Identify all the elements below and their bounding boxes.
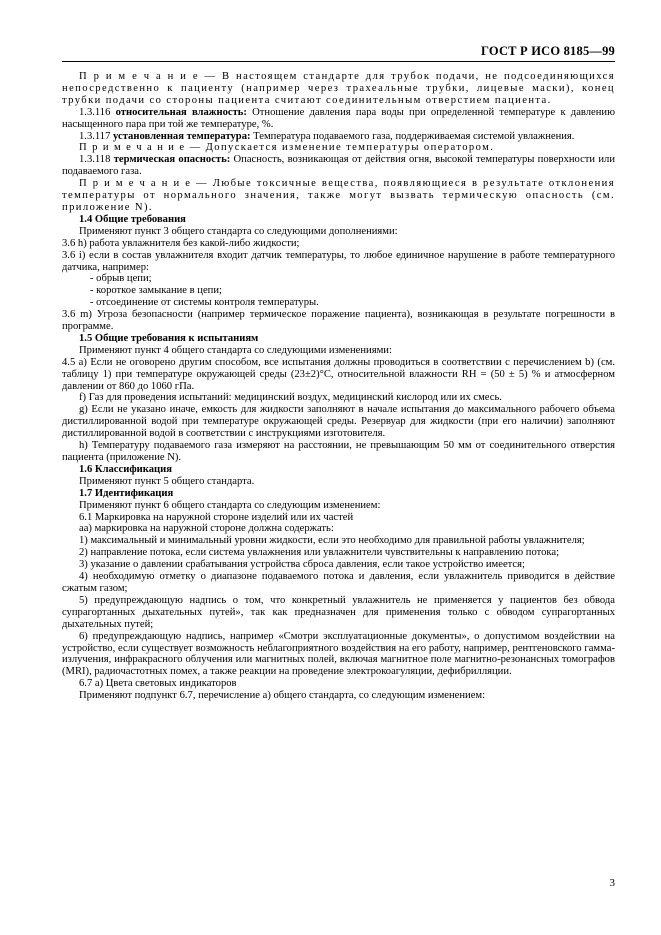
section-1-4-intro: Применяют пункт 3 общего стандарта со следующими дополнениями:	[79, 225, 398, 237]
section-heading-1-6: 1.6 Классификация	[79, 463, 172, 475]
list-item: - короткое замыкание в цепи;	[90, 285, 222, 297]
clause-6-7-a-text: Применяют подпункт 6.7, перечисление a) общего стандарта, со следующим изменением:	[79, 690, 486, 702]
section-heading-1-4: 1.4 Общие требования	[79, 213, 186, 225]
clause-6-7-a-heading: 6.7 a) Цвета световых индикаторов	[79, 678, 237, 690]
page-number: 3	[609, 877, 615, 889]
standard-id: ГОСТ Р ИСО 8185—99	[481, 44, 615, 58]
clause-term: установленная температура:	[113, 130, 251, 142]
clause-number: 1.3.117	[79, 130, 111, 142]
clause-1-3-118	[62, 154, 615, 178]
clause-4-5-a: 4.5 a) Если не оговорено другим способом, все испытания должны проводиться в соответствии с перечислением b) (см. таблицу 1) при температуре окружающей среды (23±2)°С, относительной влажности RH = (50 ± 5) % и атмосферном давлении от 860 до 1060 гПа.	[62, 356, 615, 392]
clause-4-5-h: h) Температуру подаваемого газа измеряют на расстоянии, не превышающим 50 мм от соединительного отверстия пациента (приложение N).	[62, 440, 615, 463]
clause-3-6-m: 3.6 m) Угроза безопасности (например термическое поражение пациента), возникающая в результате погрешности в программе.	[62, 309, 615, 333]
clause-number: 1.3.116	[79, 106, 111, 118]
section-1-5-intro: Применяют пункт 4 общего стандарта со следующими изменениями:	[79, 344, 392, 356]
clause-6-1-aa-3: 3) указание о давлении срабатывания устройства сброса давления, если такое устройство имеется;	[79, 559, 525, 571]
section-1-7-intro: Применяют пункт 6 общего стандарта со следующим изменением:	[79, 499, 381, 511]
clause-3-6-h: 3.6 h) работа увлажнителя без какой-либо жидкости;	[62, 237, 300, 249]
section-1-6-intro: Применяют пункт 5 общего стандарта.	[79, 475, 255, 487]
clause-term: термическая опасность:	[113, 154, 231, 166]
clause-text: Опасность, возникающая от действия огня, высокой температуры поверхности или подаваемого газа.	[62, 154, 616, 178]
clause-6-1-aa-2: 2) направление потока, если система увлажнения или увлажнители чувствительны к направлению потока;	[79, 547, 560, 559]
list-item: - отсоединение от системы контроля температуры.	[90, 297, 319, 309]
note-paragraph-3: П р и м е ч а н и е — Любые токсичные вещества, появляющиеся в результате отклонения температуры от нормального значения, также могут вызвать термическую опасность (см. приложение N).	[62, 178, 615, 213]
clause-3-6-i: 3.6 i) если в состав увлажнителя входит датчик температуры, то любое единичное нарушение в работе температурного датчика, например:	[62, 249, 615, 273]
clause-1-3-116	[62, 107, 615, 131]
list-item: - обрыв цепи;	[90, 273, 152, 285]
page-header	[62, 44, 615, 61]
clause-term: относительная влажность:	[115, 106, 247, 118]
clause-6-1-aa-5: 5) предупреждающую надпись о том, что конкретный увлажнитель не применяется у пациентов без обвода супрагортанных дыхательных путей», так как предназначен для применения только с обводом супрагортанных дыхательных путей;	[62, 594, 615, 630]
clause-text: Отношение давления пара воды при определенной температуре к давлению насыщенного пара при той же температуре, %.	[62, 106, 615, 130]
document-body	[62, 71, 615, 702]
clause-6-1-aa-4: 4) необходимую отметку о диапазоне подаваемого потока и давления, если увлажнитель приводится в действие сжатым газом;	[62, 571, 615, 594]
header-divider	[62, 61, 615, 62]
clause-6-1-aa-6: 6) предупреждающую надпись, например «Смотри эксплуатационные документы», о допустимом воздействии на устройство, если существует возможность неблагоприятного воздействия на его работу, например, рентгеновского гамма-излучения, инфракрасного облучения или магнитных полей, включая магнитное поле магнитно-резонансных томографов (MRI), радиочастотных помех, а также реакции на проведение электрокоагуляции, дефибрилляции.	[62, 630, 615, 678]
section-heading-1-5: 1.5 Общие требования к испытаниям	[79, 332, 259, 344]
clause-1-3-117	[62, 131, 615, 143]
note-paragraph: П р и м е ч а н и е — В настоящем стандарте для трубок подачи, не подсоединяющихся непосредственно к пациенту (например через трахеальные трубки, лицевые маски), конец трубки подачи со стороны пациента считают соединительным отверстием пациента.	[62, 71, 615, 106]
clause-6-1-aa: aa) маркировка на наружной стороне должна содержать:	[79, 523, 334, 535]
clause-6-1-aa-1: 1) максимальный и минимальный уровни жидкости, если это необходимо для правильной работы увлажнителя;	[79, 535, 585, 547]
note-paragraph-2: П р и м е ч а н и е — Допускается изменение температуры оператором.	[79, 142, 495, 154]
clause-number: 1.3.118	[79, 154, 111, 166]
clause-text: Температура подаваемого газа, поддерживаемая системой увлажнения.	[250, 130, 575, 142]
section-heading-1-7: 1.7 Идентификация	[79, 487, 174, 499]
clause-4-5-f: f) Газ для проведения испытаний: медицинский воздух, медицинский кислород или их смесь.	[79, 392, 502, 404]
clause-6-1: 6.1 Маркировка на наружной стороне изделий или их частей	[79, 511, 354, 523]
clause-4-5-g: g) Если не указано иначе, емкость для жидкости заполняют в начале испытания до максимального рабочего объема дистиллированной водой при температуре окружающей среды. Резервуар для жидкости (при его наличии) заполняют дистиллированной водой в соответствии с инструкциями изготовителя.	[62, 404, 615, 440]
